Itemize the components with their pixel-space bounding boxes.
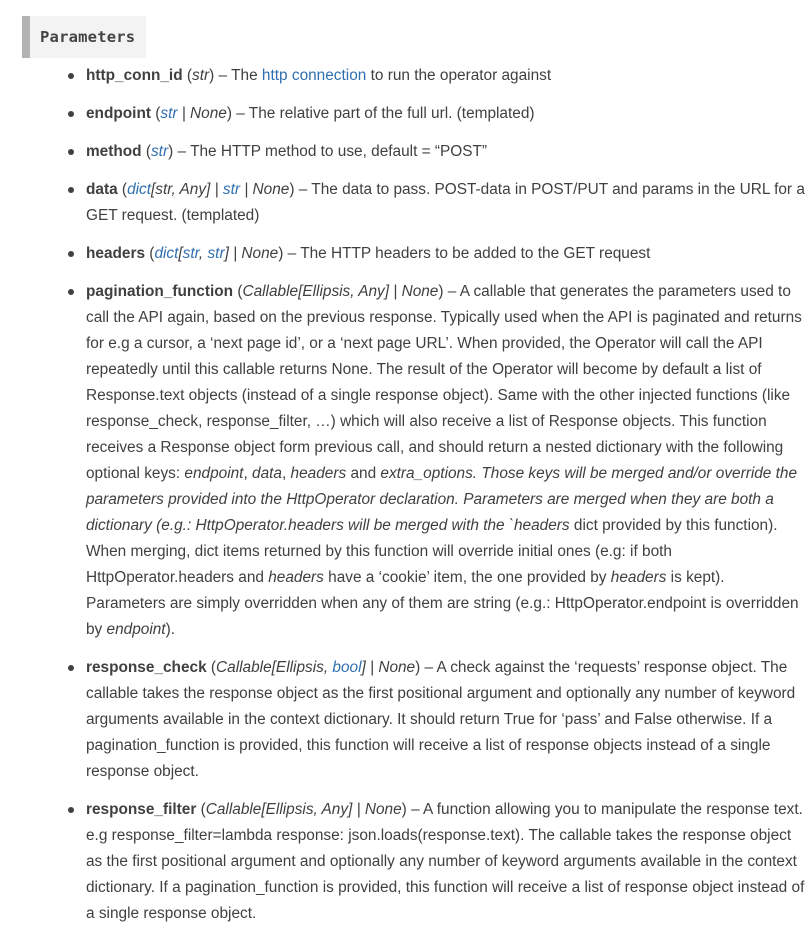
param-name: data <box>86 181 118 198</box>
param-description: – The <box>214 67 262 84</box>
param-pagination-function: pagination_function (Callable[Ellipsis, Any] | None) – A callable that generates the parameters used to call the API again, based on the previous response. Typically used when the API is paginated and returns for e.g a cursor, a ‘next page id’, or a ‘next page URL’. When provided, the Operator will call the API repeatedly until this callable returns None. The result of the Operator will become by default a list of Response.text objects (instead of a single response object). Same with the other injected functions (like response_check, response_filter, …) which will also receive a list of Response objects. This function receives a Response object form previous call, and should return a nested dictionary with the following optional keys: endpoint, data, headers and extra_options. Those keys will be merged and/or override the parameters provided into the HttpOperator declaration. Parameters are merged when they are both a dictionary (e.g.: HttpOperator.headers will be merged with the `headers dict provided by this function). When merging, dict items returned by this function will override initial ones (e.g: if both HttpOperator.headers and headers have a ‘cookie’ item, the one provided by headers is kept). Parameters are simply overridden when any of them are string (e.g.: HttpOperator.endpoint is overridden by endpoint). <box>86 279 808 643</box>
key-headers: headers <box>290 465 347 482</box>
param-description: – The HTTP headers to be added to the GET request <box>283 245 651 262</box>
param-name: headers <box>86 245 146 262</box>
param-description: – A check against the ‘requests’ response object. The callable takes the response object as the first positional argument and optionally any number of keyword arguments available in the context dictionary. It should return True for ‘pass’ and False otherwise. If a pagination_function is provided, this function will receive a list of response objects instead of a single response object. <box>86 659 796 780</box>
key-headers-ref: headers <box>268 569 324 586</box>
param-type: Callable[Ellipsis, Any] | None <box>205 801 402 818</box>
param-description: – The relative part of the full url. (templated) <box>231 105 535 122</box>
parameters-header <box>22 16 146 58</box>
key-endpoint-ref: endpoint <box>106 621 166 638</box>
key-headers-ref: headers <box>610 569 667 586</box>
param-type-rest: ] | None <box>361 659 416 676</box>
param-data: data (dict[str, Any] | str | None) – The data to pass. POST-data in POST/PUT and params in the URL for a GET request. (templated) <box>86 177 808 229</box>
key-endpoint: endpoint <box>184 465 244 482</box>
param-name: method <box>86 143 142 160</box>
param-description: – The HTTP method to use, default = “POST” <box>173 143 488 160</box>
type-link-bool[interactable]: bool <box>332 659 362 676</box>
type-link-str[interactable]: str <box>182 245 199 262</box>
param-description: – A function allowing you to manipulate the response text. e.g response_filter=lambda response: json.loads(response.text). The callable takes the response object as the first positional argument and optionally any number of keyword arguments available in the context dictionary. If a pagination_function is provided, this function will receive a list of response object instead of a single response object. <box>86 801 805 922</box>
key-extra-options: extra_options. Those keys will be merged and/or override the parameters provided into the HttpOperator declaration. Parameters are merged when they are both a dictionary (e.g.: HttpOperator.headers will be merged with the `headers <box>86 465 798 534</box>
type-link-dict[interactable]: dict <box>154 245 179 262</box>
param-name: response_check <box>86 659 207 676</box>
param-name: http_conn_id <box>86 67 183 84</box>
param-response-filter: response_filter (Callable[Ellipsis, Any] | None) – A function allowing you to manipulate the response text. e.g response_filter=lambda response: json.loads(response.text). The callable takes the response object as the first positional argument and optionally any number of keyword arguments available in the context dictionary. If a pagination_function is provided, this function will receive a list of response object instead of a single response object. <box>86 797 808 927</box>
param-description-cont: dict provided by this function). When merging, dict items returned by this function will override initial ones (e.g: if both HttpOperator.headers and <box>86 517 778 586</box>
param-type: Callable[Ellipsis, Any] | None <box>242 283 439 300</box>
param-http-conn-id: http_conn_id (str) – The http connection to run the operator against <box>86 63 808 89</box>
param-type: Callable[Ellipsis, <box>216 659 333 676</box>
param-type: [str, Any] | <box>151 181 223 198</box>
param-headers: headers (dict[str, str] | None) – The HTTP headers to be added to the GET request <box>86 241 808 267</box>
parameters-header-label: Parameters <box>40 28 136 46</box>
param-endpoint: endpoint (str | None) – The relative part of the full url. (templated) <box>86 101 808 127</box>
param-description: – A callable that generates the parameters used to call the API again, based on the previous response. Typically used when the API is paginated and returns for e.g a cursor, a ‘next page id’, or a ‘next page URL’. When provided, the Operator will call the API repeatedly until this callable returns None. The result of the Operator will become by default a list of Response.text objects (instead of a single response object). Same with the other injected functions (like response_check, response_filter, …) which will also receive a list of Response objects. This function receives a Response object form previous call, and should return a nested dictionary with the following optional keys: <box>86 283 802 482</box>
param-name: endpoint <box>86 105 151 122</box>
http-connection-link[interactable]: http connection <box>261 67 367 84</box>
type-link-str[interactable]: str <box>222 181 240 198</box>
param-description: – The data to pass. POST-data in POST/PUT and params in the URL for a GET request. (templated) <box>86 181 805 224</box>
param-description-cont: to run the operator against <box>366 67 552 84</box>
param-type-rest: | None <box>239 181 290 198</box>
param-type: str <box>192 67 210 84</box>
param-method: method (str) – The HTTP method to use, default = “POST” <box>86 139 808 165</box>
parameter-list <box>86 63 808 939</box>
param-type-rest: ] | None <box>224 245 279 262</box>
type-link-dict[interactable]: dict <box>127 181 152 198</box>
type-link-str[interactable]: str <box>207 245 225 262</box>
param-response-check: response_check (Callable[Ellipsis, bool] | None) – A check against the ‘requests’ response object. The callable takes the response object as the first positional argument and optionally any number of keyword arguments available in the context dictionary. It should return True for ‘pass’ and False otherwise. If a pagination_function is provided, this function will receive a list of response objects instead of a single response object. <box>86 655 808 785</box>
type-link-str[interactable]: str <box>160 105 178 122</box>
key-data: data <box>252 465 282 482</box>
type-link-str[interactable]: str <box>150 143 169 160</box>
param-name: pagination_function <box>86 283 234 300</box>
param-name: response_filter <box>86 801 197 818</box>
param-type: | None <box>177 105 227 122</box>
